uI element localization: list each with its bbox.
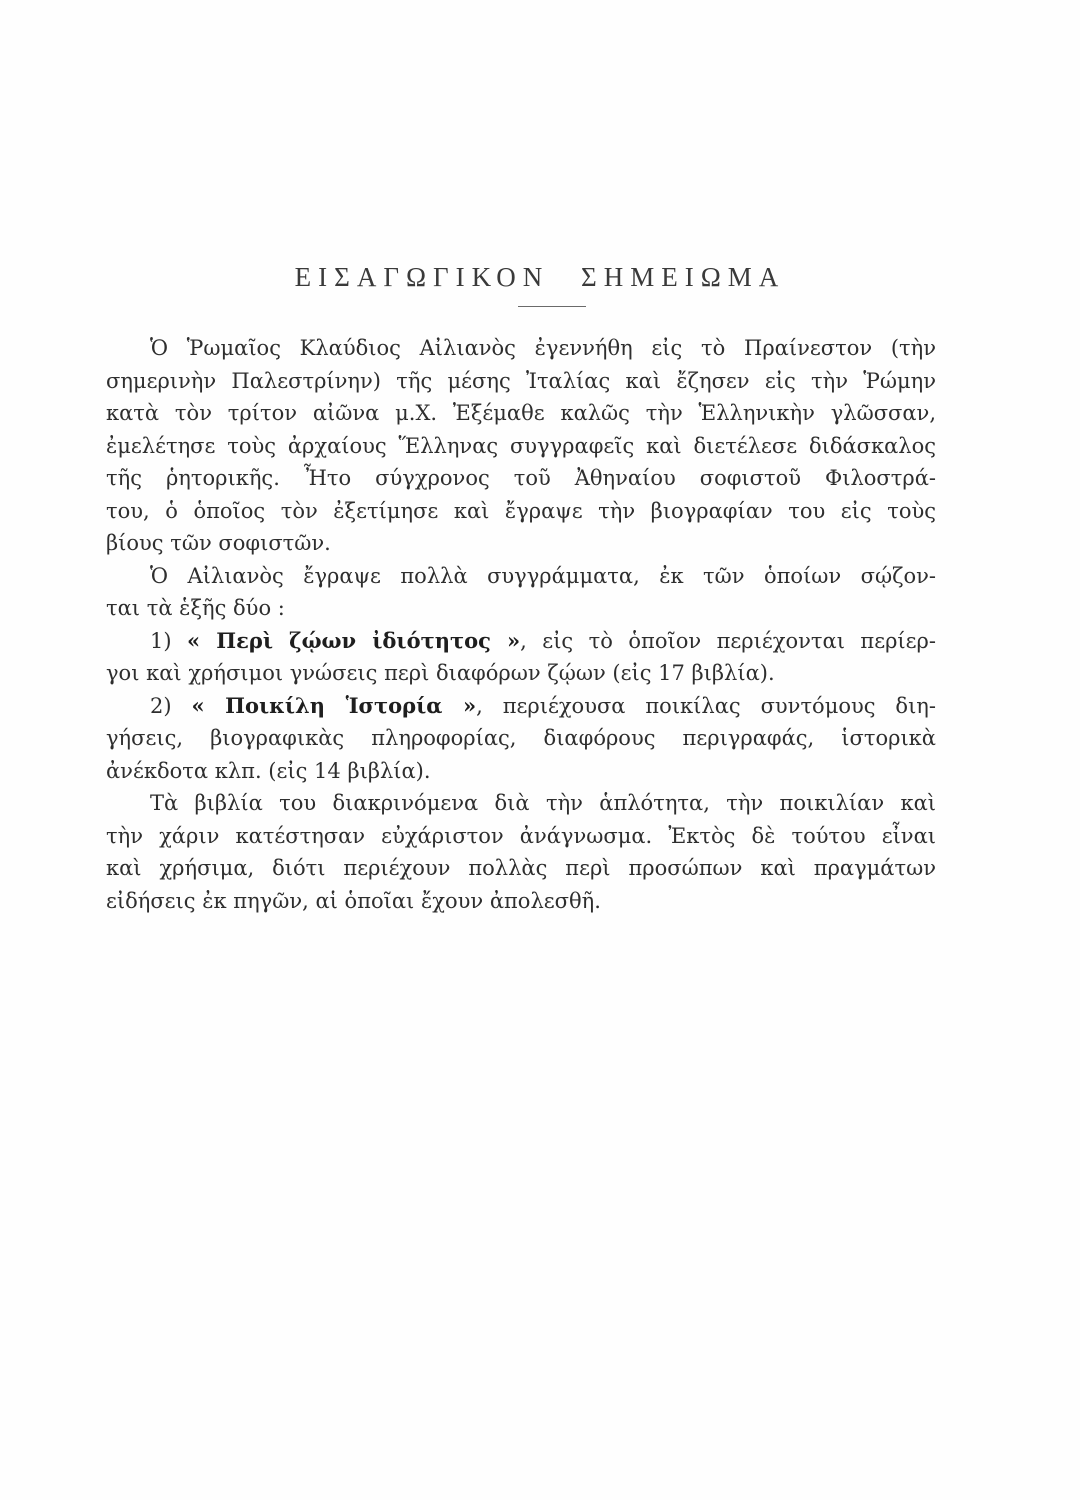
text-line: καὶ χρήσιμα, διότι περιέχουν πολλὰς περὶ προσώπων καὶ πραγμάτων [106,856,936,880]
text-line: βίους τῶν σοφιστῶν. [106,531,331,555]
text-fragment: , περιέχουσα ποικίλας συντόμους διη- [476,693,936,718]
text-line: ἐμελέτησε τοὺς ἀρχαίους Ἕλληνας συγγραφεῖς καὶ διετέλεσε διδάσκαλος [106,433,936,458]
paragraph-2 [106,560,936,625]
paragraph-3 [106,787,936,917]
body-text [106,332,936,917]
list-item-1 [106,625,936,690]
page-title: ΕΙΣΑΓΩΓΙΚΟΝ ΣΗΜΕΙΩΜΑ [294,262,786,292]
text-line: γοι καὶ χρήσιμοι γνώσεις περὶ διαφόρων ζῴων (εἰς 17 βιβλία). [106,661,775,685]
list-item-2 [106,690,936,788]
work-title: « Περὶ ζῴων ἰδιότητος » [187,627,521,653]
work-title: « Ποικίλη Ἱστορία » [191,692,477,718]
text-line [106,690,936,723]
text-line: Ὁ Ῥωμαῖος Κλαύδιος Αἰλιανὸς ἐγεννήθη εἰς τὸ Πραίνεστον (τὴν [150,336,936,360]
paragraph-1 [106,332,936,560]
text-line: εἰδήσεις ἐκ πηγῶν, αἱ ὁποῖαι ἔχουν ἀπολεσθῆ. [106,888,601,913]
text-line: Τὰ βιβλία του διακρινόμενα διὰ τὴν ἁπλότητα, τὴν ποικιλίαν καὶ [150,791,936,815]
text-line: ται τὰ ἑξῆς δύο : [106,596,285,620]
text-line: κατὰ τὸν τρίτον αἰῶνα μ.Χ. Ἐξέμαθε καλῶς τὴν Ἑλληνικὴν γλῶσσαν, [106,401,936,425]
item-number: 1) [150,628,172,653]
text-line: ἀνέκδοτα κλπ. (εἰς 14 βιβλία). [106,758,431,783]
text-line: γήσεις, βιογραφικὰς πληροφορίας, διαφόρους περιγραφάς, ἱστορικὰ [106,726,936,750]
title-underline [518,306,586,307]
text-line: σημερινὴν Παλεστρίνην) τῆς μέσης Ἰταλίας καὶ ἔζησεν εἰς τὴν Ῥώμην [106,368,936,393]
item-number: 2) [150,693,172,718]
text-line: του, ὁ ὁποῖος τὸν ἐξετίμησε καὶ ἔγραψε τὴν βιογραφίαν του εἰς τοὺς [106,498,936,523]
text-line [106,625,936,658]
text-line: Ὁ Αἰλιανὸς ἔγραψε πολλὰ συγγράμματα, ἐκ τῶν ὁποίων σῴζον- [150,563,936,588]
text-line: τῆς ῥητορικῆς. Ἦτο σύγχρονος τοῦ Ἀθηναίου σοφιστοῦ Φιλοστρά- [106,466,936,490]
text-fragment: , εἰς τὸ ὁποῖον περιέχονται περίερ- [520,628,936,653]
text-line: τὴν χάριν κατέστησαν εὐχάριστον ἀνάγνωσμα. Ἐκτὸς δὲ τούτου εἶναι [106,823,936,848]
